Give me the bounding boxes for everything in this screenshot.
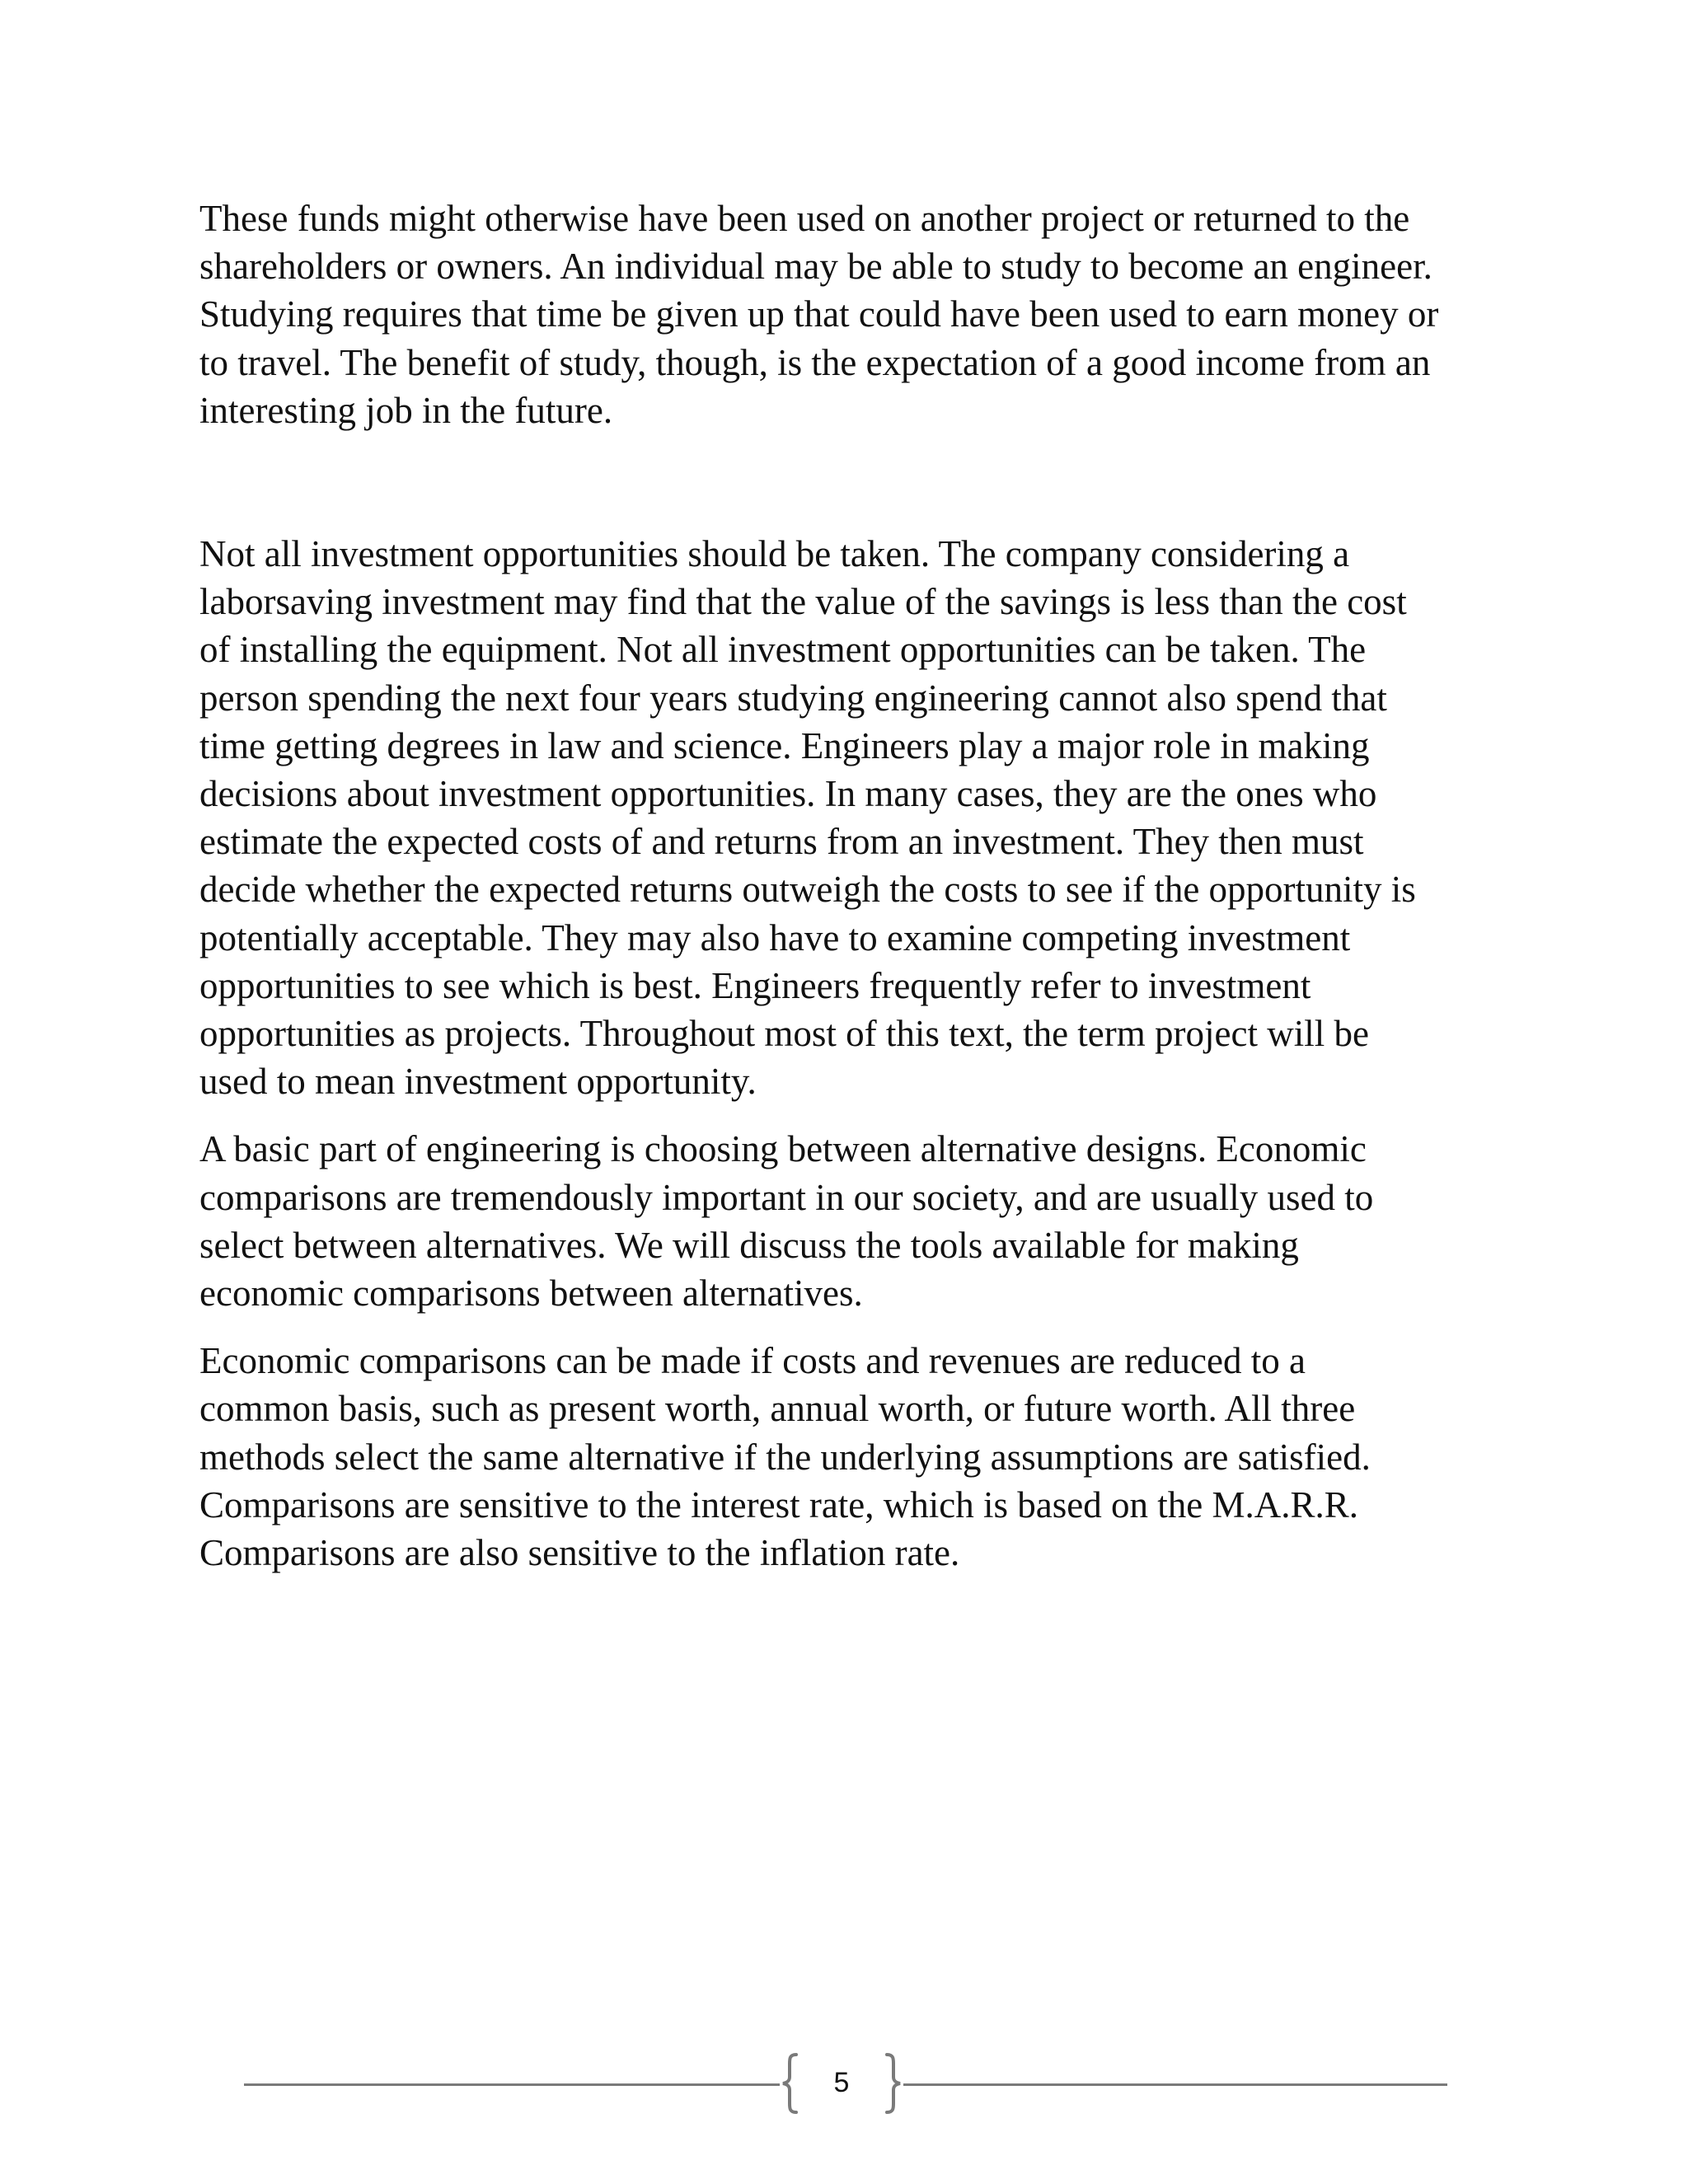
text-line: shareholders or owners. An individual may be able to study to become an engineer. [199, 246, 1432, 288]
text-line: Studying requires that time be given up that could have been used to earn money or [199, 293, 1439, 335]
text-line: laborsaving investment may find that the value of the savings is less than the cost [199, 581, 1407, 623]
text-line: These funds might otherwise have been used on another project or returned to the [199, 198, 1410, 239]
left-brace-icon [780, 2052, 799, 2115]
text-line: Comparisons are also sensitive to the inflation rate. [199, 1532, 960, 1574]
text-line: opportunities to see which is best. Engineers frequently refer to investment [199, 964, 1311, 1006]
text-line: Comparisons are sensitive to the interest rate, which is based on the M.A.R.R. [199, 1483, 1358, 1526]
paragraph-economic-comparisons [199, 1337, 1502, 1577]
text-line: time getting degrees in law and science. Engineers play a major role in making [199, 724, 1370, 766]
text-line: comparisons are tremendously important in our society, and are usually used to [199, 1176, 1374, 1218]
text-line: opportunities as projects. Throughout most of this text, the term project will be [199, 1013, 1369, 1055]
text-line: decide whether the expected returns outweigh the costs to see if the opportunity is [199, 869, 1416, 911]
page-body [199, 194, 1502, 1577]
footer-rule-left [244, 2083, 780, 2086]
paragraph-spacer [199, 1317, 1502, 1337]
text-line: decisions about investment opportunities. In many cases, they are the ones who [199, 773, 1377, 815]
text-line: common basis, such as present worth, annual worth, or future worth. All three [199, 1388, 1356, 1430]
text-line: A basic part of engineering is choosing between alternative designs. Economic [199, 1128, 1367, 1170]
paragraph-spacer [199, 434, 1502, 530]
text-line: person spending the next four years studying engineering cannot also spend that [199, 677, 1387, 719]
page-number: 5 [833, 2067, 850, 2098]
text-line: to travel. The benefit of study, though, is the expectation of a good income from an [199, 341, 1431, 383]
text-line: Economic comparisons can be made if costs and revenues are reduced to a [199, 1340, 1306, 1382]
paragraph-investment-opportunities [199, 530, 1502, 1105]
paragraph-alternative-designs [199, 1125, 1502, 1317]
text-line: methods select the same alternative if the underlying assumptions are satisfied. [199, 1436, 1371, 1478]
paragraph-spacer [199, 1105, 1502, 1125]
text-line: economic comparisons between alternatives. [199, 1272, 863, 1315]
right-brace-icon [884, 2052, 903, 2115]
text-line: estimate the expected costs of and returns from an investment. They then must [199, 821, 1364, 863]
text-line: interesting job in the future. [199, 389, 613, 431]
text-line: of installing the equipment. Not all investment opportunities can be taken. The [199, 629, 1367, 671]
text-line: used to mean investment opportunity. [199, 1061, 757, 1103]
text-line: potentially acceptable. They may also have to examine competing investment [199, 916, 1351, 958]
footer-rule-right [903, 2083, 1447, 2086]
page-footer [244, 2052, 1447, 2118]
paragraph-funds [199, 194, 1502, 434]
text-line: Not all investment opportunities should be taken. The company considering a [199, 533, 1350, 575]
text-line: select between alternatives. We will discuss the tools available for making [199, 1224, 1299, 1266]
